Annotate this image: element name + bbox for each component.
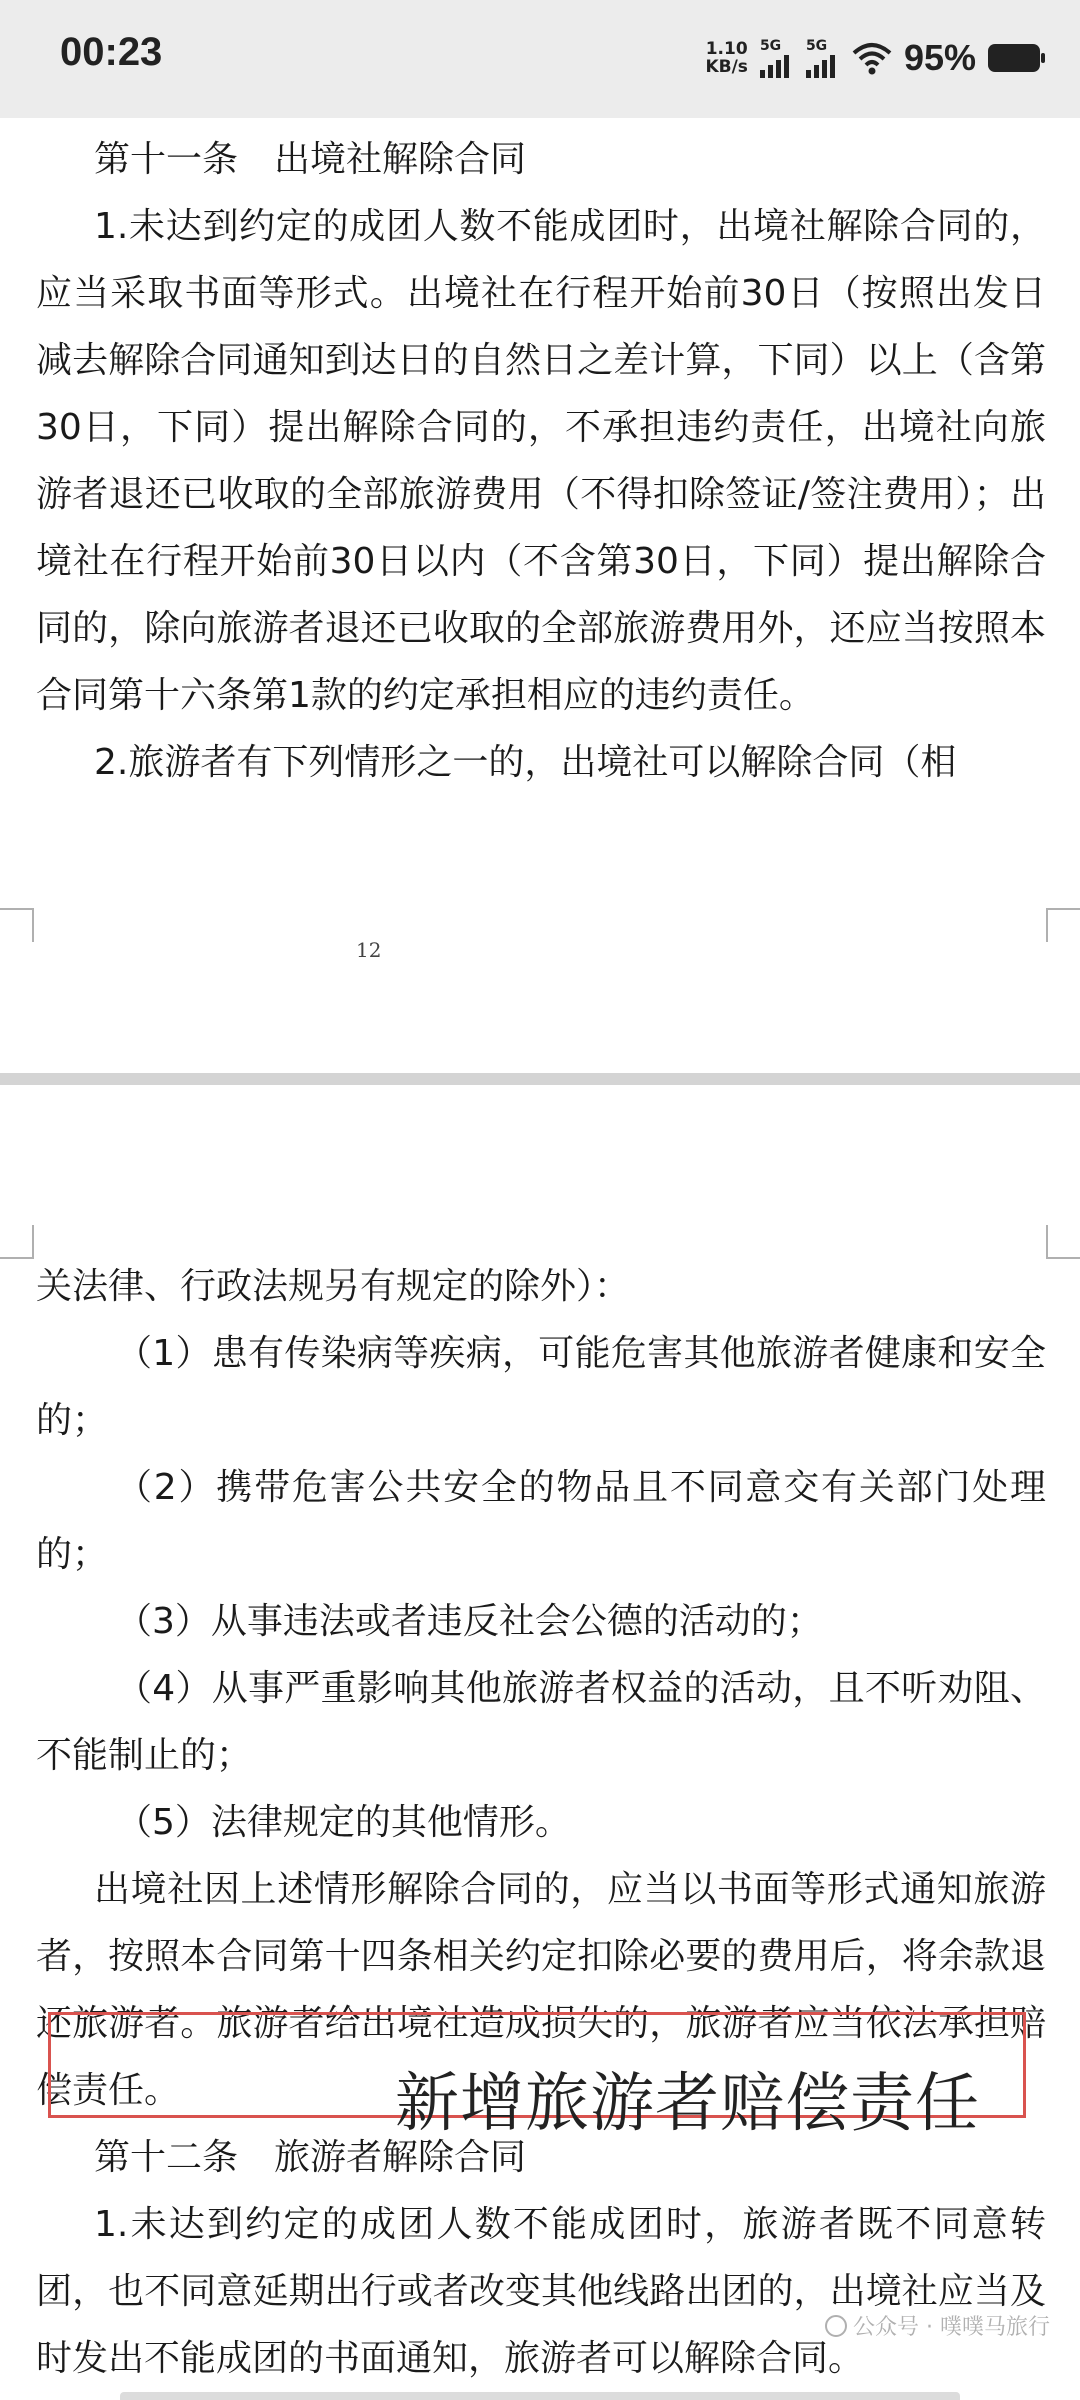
paragraph-continuation: 关法律、行政法规另有规定的除外）： [36,1266,631,1307]
signal-icon [760,38,794,78]
paragraph: 1.未达到约定的成团人数不能成团时，旅游者既不同意转团，也不同意延期出行或者改变其他线路出团的，出境社应当及时发出不能成团的书面通知，旅游者可以解除合同。 [36,2204,1046,2379]
annotation-label: 新增旅游者赔偿责任 [395,2067,980,2141]
watermark-logo-icon [825,2315,847,2337]
network-speed-unit: KB/s [705,57,748,77]
sim1-label: 5G [759,38,782,54]
status-icons [705,34,1040,82]
document-page-2 [0,1085,1080,2400]
signal-icon [806,38,840,78]
page2-text [36,1253,1046,2392]
bottom-strip [120,2392,960,2400]
clock: 00:23 [60,30,163,74]
crop-mark [1046,908,1080,942]
crop-mark [1046,1225,1080,1259]
crop-mark [0,1225,34,1259]
page-separator [0,1073,1080,1085]
list-item: （5）法律规定的其他情形。 [116,1802,571,1843]
paragraph: 出境社因上述情形解除合同的，应当以书面等形式通知旅游者，按照本合同第十四条相关约定扣除必要的费用后，将余款退还旅游者。旅游者给出境社造成损失的，旅游者应当依法承担赔偿责任。 [36,1869,1046,2111]
list-item: （3）从事违法或者违反社会公德的活动的； [116,1601,823,1642]
crop-mark [0,908,34,942]
battery-percent: 95% [903,37,976,78]
paragraph: 1.未达到约定的成团人数不能成团时，出境社解除合同的，应当采取书面等形式。出境社在行程开始前30日（按照出发日减去解除合同通知到达日的自然日之差计算，下同）以上（含第30日，下同）提出解除合同的，不承担违约责任，出境社向旅游者退还已收取的全部旅游费用（不得扣除签证/签注费用）；出境社在行程开始前30日以内（不含第30日，下同）提出解除合同的，除向旅游者退还已收取的全部旅游费用外，还应当按照本合同第十六条第1款的约定承担相应的违约责任。 [36,206,1046,716]
watermark [825,2310,1050,2341]
section-heading: 第十一条 出境社解除合同 [94,139,527,180]
page1-text [36,126,1046,796]
network-speed [705,40,747,76]
battery-icon [988,44,1040,72]
sim2-label: 5G [805,38,828,54]
paragraph: 2.旅游者有下列情形之一的，出境社可以解除合同（相 [94,742,957,783]
watermark-text: 公众号 · 噗噗马旅行 [853,2315,1050,2340]
status-bar [0,0,1080,118]
list-item: （4）从事严重影响其他旅游者权益的活动，且不听劝阻、不能制止的； [36,1668,1046,1776]
list-item: （2）携带危害公共安全的物品且不同意交有关部门处理的； [36,1467,1046,1575]
page-number: 12 [356,938,382,962]
list-item: （1）患有传染病等疾病，可能危害其他旅游者健康和安全的； [36,1333,1046,1441]
document-page-1 [0,118,1080,1073]
wifi-icon [852,41,892,75]
network-speed-value: 1.10 [705,39,748,59]
section-heading: 第十二条 旅游者解除合同 [94,2137,527,2178]
